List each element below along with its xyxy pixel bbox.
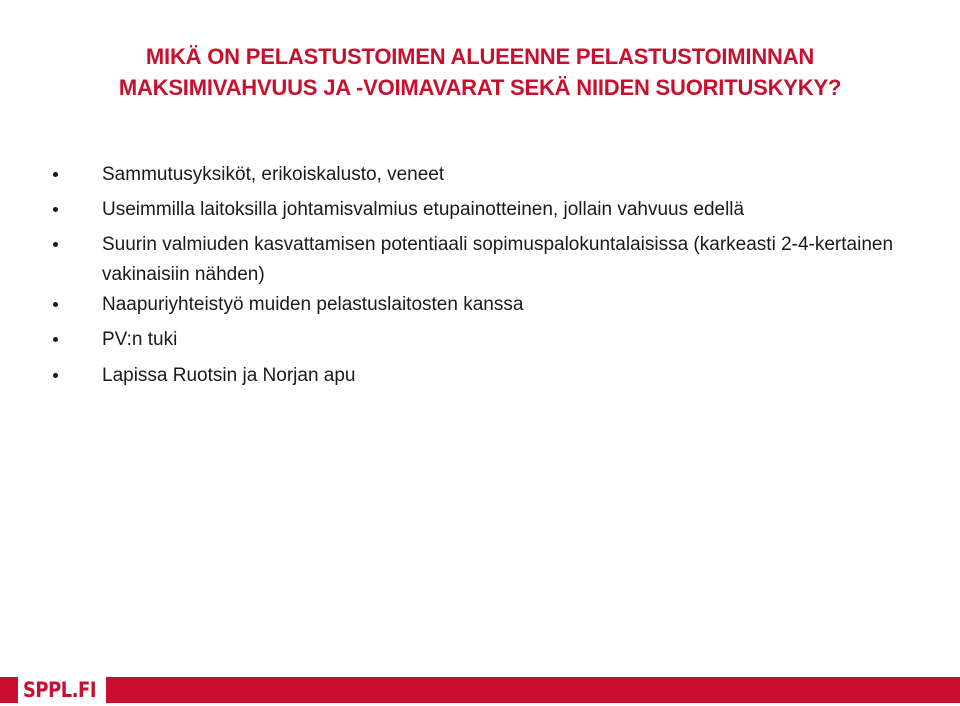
footer-right-strip bbox=[106, 677, 960, 703]
bullet-dot-icon bbox=[53, 337, 58, 342]
bullet-text: Useimmilla laitoksilla johtamisvalmius etupainotteinen, jollain vahvuus edellä bbox=[102, 199, 745, 220]
bullet-text: Naapuriyhteistyö muiden pelastuslaitosten kanssa bbox=[102, 294, 524, 315]
footer-bar bbox=[0, 675, 960, 705]
bullet-dot-icon bbox=[53, 373, 58, 378]
bullet-dot-icon bbox=[53, 207, 58, 212]
bullet-item bbox=[102, 195, 912, 225]
bullet-item bbox=[102, 230, 912, 290]
bullet-text: Suurin valmiuden kasvattamisen potentiaali sopimuspalokuntalaisissa (karkeasti 2-4-kertainen vakinaisiin nähden) bbox=[102, 234, 894, 285]
bullet-item bbox=[102, 361, 912, 391]
bullet-dot-icon bbox=[53, 242, 58, 247]
bullet-dot-icon bbox=[53, 302, 58, 307]
bullet-text: Sammutusyksiköt, erikoiskalusto, veneet bbox=[102, 164, 445, 185]
bullet-item bbox=[102, 325, 912, 355]
footer-left-strip bbox=[0, 677, 18, 703]
bullet-text: PV:n tuki bbox=[102, 329, 178, 350]
bullet-dot-icon bbox=[53, 172, 58, 177]
bullet-text: Lapissa Ruotsin ja Norjan apu bbox=[102, 365, 356, 386]
slide-title-line-2: MAKSIMIVAHVUUS JA -VOIMAVARAT SEKÄ NIIDEN SUORITUSKYKY? bbox=[118, 75, 842, 100]
bullet-item bbox=[102, 160, 912, 190]
slide-title-line-1: MIKÄ ON PELASTUSTOIMEN ALUEENNE PELASTUSTOIMINNAN bbox=[145, 44, 815, 69]
sppl-logo: SPPL.FI bbox=[23, 678, 97, 702]
bullet-item bbox=[102, 290, 912, 320]
